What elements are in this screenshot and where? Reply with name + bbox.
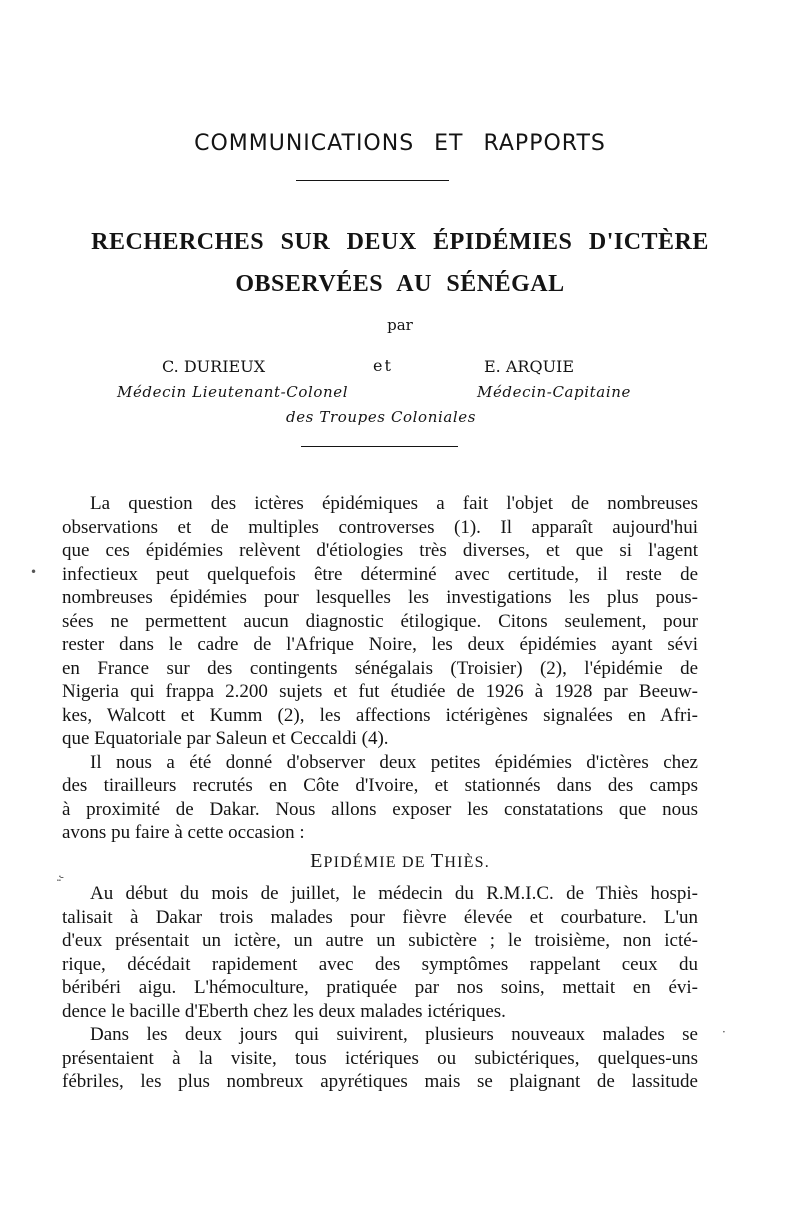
scan-speck: • (30, 565, 38, 579)
text-line: talisait à Dakar trois malades pour fièvre élevée et courbature. L'un (62, 906, 698, 928)
text-line: rester dans le cadre de l'Afrique Noire, les deux épidémies ayant sévi (62, 634, 698, 655)
scan-speck: · (722, 1025, 726, 1039)
byline-et: et (373, 356, 393, 375)
text-line: béribéri aigu. L'hémoculture, pratiquée par nos soins, mettait en évi- (62, 977, 698, 998)
author-arquie: E. ARQUIE (484, 357, 575, 376)
article-title-line-1: RECHERCHES SUR DEUX ÉPIDÉMIES D'ICTÈRE (91, 229, 709, 255)
text-line: fébriles, les plus nombreux apyrétiques mais se plaignant de lassitude (62, 1071, 698, 1092)
text-line: Nigeria qui frappa 2.200 sujets et fut étudiée de 1926 à 1928 par Beeuw- (62, 681, 698, 702)
intro-body (62, 492, 698, 845)
text-line: rique, décédait rapidement avec des symptômes rappelant ceux du (62, 953, 698, 975)
text-line: à proximité de Dakar. Nous allons exposer les constatations que nous (62, 798, 698, 820)
section-body (62, 882, 698, 1094)
divider-rule (296, 180, 449, 181)
text-line: d'eux présentait un ictère, un autre un subictère ; le troisième, non icté- (62, 930, 698, 951)
section-heading: EPIDÉMIE DE THIÈS. (310, 850, 490, 872)
text-line: avons pu faire à cette occasion : (62, 822, 305, 843)
text-line: Au début du mois de juillet, le médecin du R.M.I.C. de Thiès hospi- (90, 883, 698, 904)
text-line: présentaient à la visite, tous ictériques ou subictériques, quelques-uns (62, 1047, 698, 1069)
byline-par: par (387, 316, 413, 334)
text-line: dence le bacille d'Eberth chez les deux malades ictériques. (62, 1000, 506, 1022)
text-line: sées ne permettent aucun diagnostic étilogique. Citons seulement, pour (62, 610, 698, 632)
section-header: COMMUNICATIONS ET RAPPORTS (194, 131, 606, 156)
text-line: que ces épidémies relèvent d'étiologies très diverses, et que si l'agent (62, 540, 698, 561)
text-line: La question des ictères épidémiques a fait l'objet de nombreuses (90, 493, 698, 514)
text-line: observations et de multiples controverses (1). Il apparaît aujourd'hui (62, 516, 698, 538)
article-title-line-2: OBSERVÉES AU SÉNÉGAL (235, 271, 565, 297)
text-line: nombreuses épidémies pour lesquelles les investigations les plus pous- (62, 587, 698, 608)
text-line: kes, Walcott et Kumm (2), les affections ictérigènes signalées en Afri- (62, 704, 698, 726)
text-line: en France sur des contingents sénégalais (Troisier) (2), l'épidémie de (62, 657, 698, 679)
divider-rule (301, 446, 458, 447)
text-line: infectieux peut quelquefois être déterminé avec certitude, il reste de (62, 563, 698, 585)
text-line: des tirailleurs recrutés en Côte d'Ivoire, et stationnés dans des camps (62, 775, 698, 796)
author-role-1: Médecin Lieutenant-Colonel (117, 383, 349, 401)
text-line: Il nous a été donné d'observer deux petites épidémies d'ictères chez (90, 751, 698, 773)
text-line: Dans les deux jours qui suivirent, plusieurs nouveaux malades se (90, 1024, 698, 1045)
text-line: que Equatoriale par Saleun et Ceccaldi (4). (62, 728, 389, 749)
author-role-2: Médecin-Capitaine (477, 383, 631, 401)
author-affiliation: des Troupes Coloniales (286, 408, 477, 426)
author-durieux: C. DURIEUX (162, 357, 266, 376)
scan-speck: .:- (56, 870, 62, 884)
